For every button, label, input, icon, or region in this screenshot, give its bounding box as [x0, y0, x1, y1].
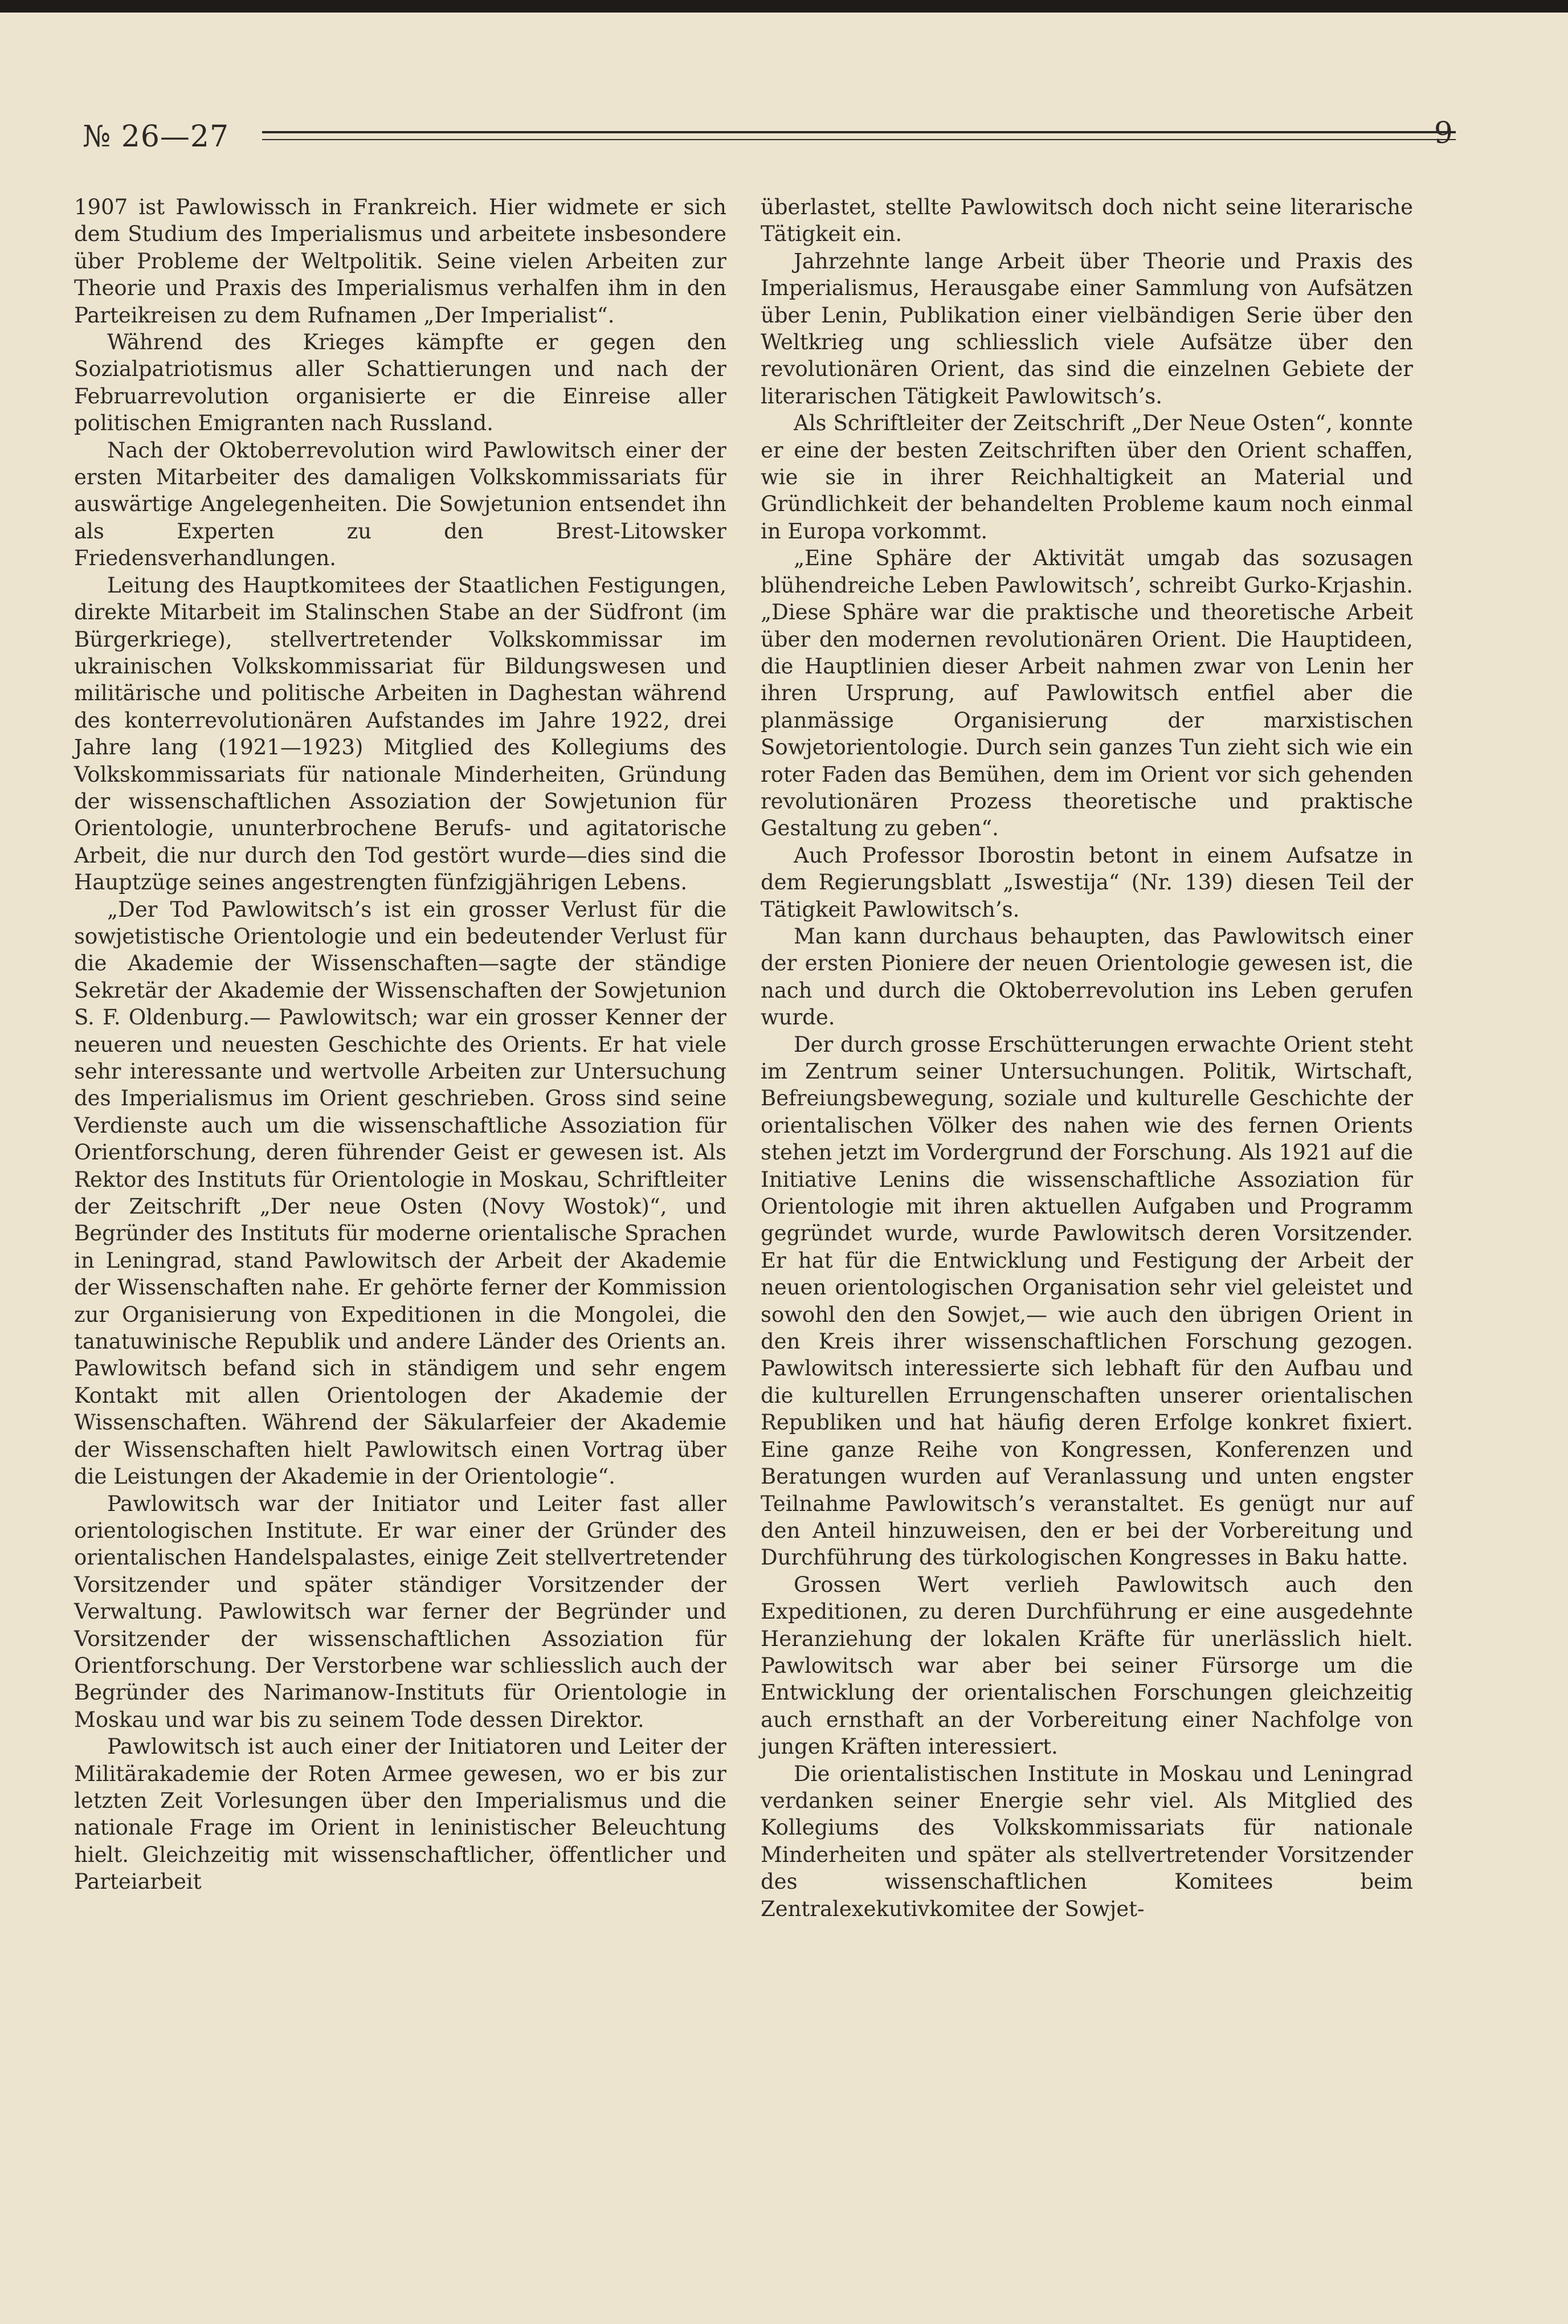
right-column — [761, 194, 1413, 1922]
paragraph: Grossen Wert verlieh Pawlowitsch auch den Expeditionen, zu deren Durchführung er eine ausgedehnte Heranziehung der lokalen Kräfte für unerlässlich hielt. Pawlowitsch war aber bei seiner Fürsorge um die Entwicklung der orientalischen Forschungen gleichzeitig auch ernsthaft an der Vorbereitung einer Nachfolge von jungen Kräften interessiert. — [761, 1572, 1413, 1759]
paragraph: Auch Professor Iborostin betont in einem Aufsatze in dem Regierungsblatt „Iswestija“ (Nr. 139) diesen Teil der Tätigkeit Pawlowitsch’s. — [761, 843, 1413, 922]
header-rule — [262, 131, 1456, 133]
paragraph: Die orientalistischen Institute in Moskau und Leningrad verdanken seiner Energie sehr viel. Als Mitglied des Kollegiums des Volkskommissariats für nationale Minderheiten und später als stellvertretender Vorsitzender des wissenschaftlichen Komitees beim Zentralexekutivkomitee der Sowjet- — [761, 1761, 1413, 1921]
paragraph: Nach der Oktoberrevolution wird Pawlowitsch einer der ersten Mitarbeiter des damaligen Volkskommissariats für auswärtige Angelegenheiten. Die Sowjetunion entsendet ihn als Experten zu den Brest-Litowsker Friedensverhandlungen. — [74, 438, 726, 571]
left-column — [74, 194, 726, 1896]
scan-top-edge — [0, 0, 1568, 13]
paragraph: Jahrzehnte lange Arbeit über Theorie und Praxis des Imperialismus, Herausgabe einer Sammlung von Aufsätzen über Lenin, Publikation einer vielbändigen Serie über den Weltkrieg ung schliesslich viele Aufsätze über den revolutionären Orient, das sind die einzelnen Gebiete der literarischen Tätigkeit Pawlowitsch’s. — [761, 248, 1413, 409]
issue-number: № 26—27 — [83, 120, 230, 154]
paragraph: Pawlowitsch ist auch einer der Initiatoren und Leiter der Militärakademie der Roten Armee gewesen, wo er bis zur letzten Zeit Vorlesungen über den Imperialismus und die nationale Frage im Orient in leninistischer Beleuchtung hielt. Gleichzeitig mit wissenschaftlicher, öffentlicher und Parteiarbeit — [74, 1734, 726, 1894]
paragraph: Pawlowitsch war der Initiator und Leiter fast aller orientologischen Institute. Er war einer der Gründer des orientalischen Handelspalastes, einige Zeit stellvertretender Vorsitzender und später ständiger Vorsitzender der Verwaltung. Pawlowitsch war ferner der Begründer und Vorsitzender der wissenschaftlichen Assoziation für Orientforschung. Der Verstorbene war schliesslich auch der Begründer des Narimanow-Instituts für Orientologie in Moskau und war bis zu seinem Tode dessen Direktor. — [74, 1491, 726, 1732]
header-rule-thin — [262, 139, 1456, 140]
paragraph: Der durch grosse Erschütterungen erwachte Orient steht im Zentrum seiner Untersuchungen. Politik, Wirtschaft, Befreiungsbewegung, soziale und kulturelle Geschichte der orientalischen Völker des nahen wie des fernen Orients stehen jetzt im Vordergrund der Forschung. Als 1921 auf die Initiative Lenins die wissenschaftliche Assoziation für Orientologie mit ihren aktuellen Aufgaben und Programm gegründet wurde, wurde Pawlowitsch deren Vorsitzender. Er hat für die Entwicklung und Festigung der Arbeit der neuen orientologischen Organisation sehr viel geleistet und sowohl den den Sowjet,— wie auch den übrigen Orient in den Kreis ihrer wissenschaftlichen Forschung gezogen. Pawlowitsch interessierte sich lebhaft für den Aufbau und die kulturellen Errungenschaften unserer orientalischen Republiken und hat häufig deren Erfolge konkret fixiert. Eine ganze Reihe von Kongressen, Konferenzen und Beratungen wurden auf Veranlassung und unten engster Teilnahme Pawlowitsch’s veranstaltet. Es genügt nur auf den Anteil hinzuweisen, den er bei der Vorbereitung und Durchführung des türkologischen Kongresses in Baku hatte. — [761, 1032, 1413, 1570]
paragraph: „Eine Sphäre der Aktivität umgab das sozusagen blühendreiche Leben Pawlowitsch’, schreibt Gurko-Krjashin. „Diese Sphäre war die praktische und theoretische Arbeit über den modernen revolutionären Orient. Die Hauptideen, die Hauptlinien dieser Arbeit nahmen zwar von Lenin her ihren Ursprung, auf Pawlowitsch entfiel aber die planmässige Organisierung der marxistischen Sowjetorientologie. Durch sein ganzes Tun zieht sich wie ein roter Faden das Bemühen, dem im Orient vor sich gehenden revolutionären Prozess theoretische und praktische Gestaltung zu geben“. — [761, 546, 1413, 841]
paragraph: Während des Krieges kämpfte er gegen den Sozialpatriotismus aller Schattierungen und nach der Februarrevolution organisierte er die Einreise aller politischen Emigranten nach Russland. — [74, 330, 726, 436]
paragraph: Als Schriftleiter der Zeitschrift „Der Neue Osten“, konnte er eine der besten Zeitschriften über den Orient schaffen, wie sie in ihrer Reichhaltigkeit an Material und Gründlichkeit der behandelten Probleme kaum noch einmal in Europa vorkommt. — [761, 411, 1413, 544]
page-header — [83, 109, 1453, 161]
paragraph: überlastet, stellte Pawlowitsch doch nicht seine literarische Tätigkeit ein. — [761, 195, 1413, 247]
page-number: 9 — [1434, 116, 1453, 150]
paragraph: 1907 ist Pawlowissch in Frankreich. Hier widmete er sich dem Studium des Imperialismus und arbeitete insbesondere über Probleme der Weltpolitik. Seine vielen Arbeiten zur Theorie und Praxis des Imperialismus verhalfen ihm in den Parteikreisen zu dem Rufnamen „Der Imperialist“. — [74, 195, 726, 328]
paragraph: Leitung des Hauptkomitees der Staatlichen Festigungen, direkte Mitarbeit im Stalinschen Stabe an der Südfront (im Bürgerkriege), stellvertretender Volkskommissar im ukrainischen Volkskommissariat für Bildungswesen und militärische und politische Arbeiten in Daghestan während des konterrevolutionären Aufstandes im Jahre 1922, drei Jahre lang (1921—1923) Mitglied des Kollegiums des Volkskommissariats für nationale Minderheiten, Gründung der wissenschaftlichen Assoziation der Sowjetunion für Orientologie, ununterbrochene Berufs- und agitatorische Arbeit, die nur durch den Tod gestört wurde—dies sind die Hauptzüge seines angestrengten fünfzigjährigen Lebens. — [74, 573, 726, 895]
document-page — [0, 13, 1568, 2324]
paragraph: „Der Tod Pawlowitsch’s ist ein grosser Verlust für die sowjetistische Orientologie und ein bedeutender Verlust für die Akademie der Wissenschaften—sagte der ständige Sekretär der Akademie der Wissenschaften der Sowjetunion S. F. Oldenburg.— Pawlowitsch; war ein grosser Kenner der neueren und neuesten Geschichte des Orients. Er hat viele sehr interessante und wertvolle Arbeiten zur Untersuchung des Imperialismus im Orient geschrieben. Gross sind seine Verdienste auch um die wissenschaftliche Assoziation für Orientforschung, deren führender Geist er gewesen ist. Als Rektor des Instituts für Orientologie in Moskau, Schriftleiter der Zeitschrift „Der neue Osten (Novy Wostok)“, und Begründer des Instituts für moderne orientalische Sprachen in Leningrad, stand Pawlowitsch der Arbeit der Akademie der Wissenschaften nahe. Er gehörte ferner der Kommission zur Organisierung von Expeditionen in die Mongolei, die tanatuwinische Republik und andere Länder des Orients an. Pawlowitsch befand sich in ständigem und sehr engem Kontakt mit allen Orientologen der Akademie der Wissenschaften. Während der Säkularfeier der Akademie der Wissenschaften hielt Pawlowitsch einen Vortrag über die Leistungen der Akademie in der Orientologie“. — [74, 897, 726, 1489]
paragraph: Man kann durchaus behaupten, das Pawlowitsch einer der ersten Pioniere der neuen Orientologie gewesen ist, die nach und durch die Oktoberrevolution ins Leben gerufen wurde. — [761, 924, 1413, 1030]
